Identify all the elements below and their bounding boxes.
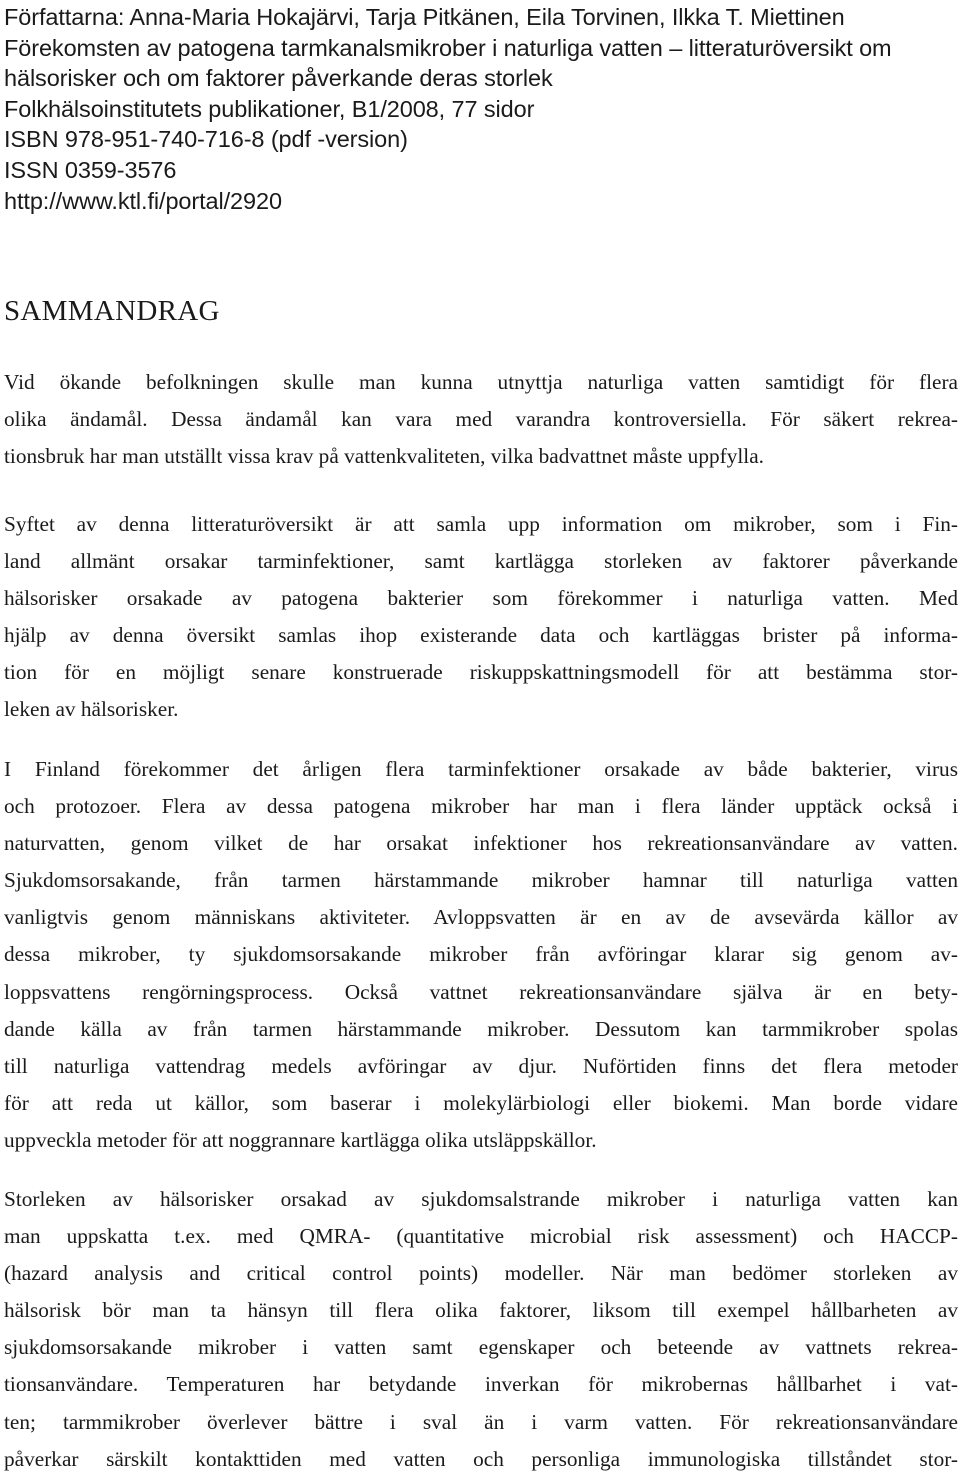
text-line: till naturliga vattendrag medels avföringar av djur. Nuförtiden finns det flera metoder <box>4 1053 958 1078</box>
text-line: hälsorisker orsakade av patogena bakterier som förekommer i naturliga vatten. Med <box>4 586 958 611</box>
text-line: tionsbruk har man utställt vissa krav på vattenkvaliteten, vilka badvattnet måste uppfylla. <box>4 444 764 469</box>
authors-line: Författarna: Anna-Maria Hokajärvi, Tarja Pitkänen, Eila Torvinen, Ilkka T. Miettinen <box>4 4 845 30</box>
issn-line: ISSN 0359-3576 <box>4 156 177 183</box>
text-line: tion för en möjligt senare konstruerade riskuppskattningsmodell för att bestämma stor- <box>4 660 958 685</box>
text-line: dessa mikrober, ty sjukdomsorsakande mikrober från avföringar klarar sig genom av- <box>4 942 958 967</box>
section-heading: SAMMANDRAG <box>4 295 220 327</box>
text-line: ten; tarmmikrober överlever bättre i sval än i varm vatten. För rekreationsanvändare <box>4 1409 958 1434</box>
text-line: tionsanvändare. Temperaturen har betydande inverkan för mikrobernas hållbarhet i vat- <box>4 1372 958 1397</box>
text-line: sjukdomsorsakande mikrober i vatten samt egenskaper och beteende av vattnets rekrea- <box>4 1335 958 1360</box>
text-line: leken av hälsorisker. <box>4 697 179 722</box>
text-line: I Finland förekommer det årligen flera tarminfektioner orsakade av både bakterier, virus <box>4 757 958 781</box>
paragraph-4 <box>4 1181 958 1478</box>
text-line: för att reda ut källor, som baserar i molekylärbiologi eller biokemi. Man borde vidare <box>4 1090 958 1115</box>
text-line: (hazard analysis and critical control points) modeller. När man bedömer storleken av <box>4 1261 958 1286</box>
publication-info <box>4 2 960 216</box>
paragraph-1 <box>4 364 958 475</box>
text-line: olika ändamål. Dessa ändamål kan vara med varandra kontroversiella. För säkert rekrea- <box>4 407 958 432</box>
text-line: Vid ökande befolkningen skulle man kunna utnyttja naturliga vatten samtidigt för flera <box>4 370 958 394</box>
text-line: naturvatten, genom vilket de har orsakat infektioner hos rekreationsanvändare av vatten. <box>4 831 958 856</box>
text-line: uppveckla metoder för att noggrannare kartlägga olika utsläppskällor. <box>4 1127 597 1152</box>
text-line: Sjukdomsorsakande, från tarmen härstammande mikrober hamnar till naturliga vatten <box>4 868 958 893</box>
text-line: Syftet av denna litteraturöversikt är att samla upp information om mikrober, som i Fin- <box>4 512 958 536</box>
title-line-1: Förekomsten av patogena tarmkanalsmikrober i naturliga vatten – litteraturöversikt om <box>4 34 892 61</box>
text-line: hjälp av denna översikt samlas ihop existerande data och kartläggas brister på informa- <box>4 623 958 648</box>
text-line: man uppskatta t.ex. med QMRA- (quantitative microbial risk assessment) och HACCP- <box>4 1224 958 1249</box>
text-line: land allmänt orsakar tarminfektioner, samt kartlägga storleken av faktorer påverkande <box>4 549 958 574</box>
paragraph-3 <box>4 751 958 1159</box>
text-line: och protozoer. Flera av dessa patogena mikrober har man i flera länder upptäck också i <box>4 794 958 819</box>
text-line: loppsvattens rengörningsprocess. Också vattnet rekreationsanvändare själva är en bety- <box>4 979 958 1004</box>
text-line: dande källa av från tarmen härstammande mikrober. Dessutom kan tarmmikrober spolas <box>4 1016 958 1041</box>
url-line: http://www.ktl.fi/portal/2920 <box>4 187 282 214</box>
text-line: påverkar särskilt kontakttiden med vatten och personliga immunologiska tillståndet stor- <box>4 1446 958 1471</box>
text-line: vanligtvis genom människans aktiviteter. Avloppsvatten är en av de avsevärda källor av <box>4 905 958 930</box>
text-line: Storleken av hälsorisker orsakad av sjukdomsalstrande mikrober i naturliga vatten kan <box>4 1187 958 1211</box>
series-line: Folkhälsoinstitutets publikationer, B1/2008, 77 sidor <box>4 95 535 122</box>
title-line-2: hälsorisker och om faktorer påverkande deras storlek <box>4 65 553 92</box>
isbn-line: ISBN 978-951-740-716-8 (pdf -version) <box>4 126 408 153</box>
paragraph-2 <box>4 506 958 729</box>
text-line: hälsorisk bör man ta hänsyn till flera olika faktorer, liksom till exempel hållbarheten av <box>4 1298 958 1323</box>
